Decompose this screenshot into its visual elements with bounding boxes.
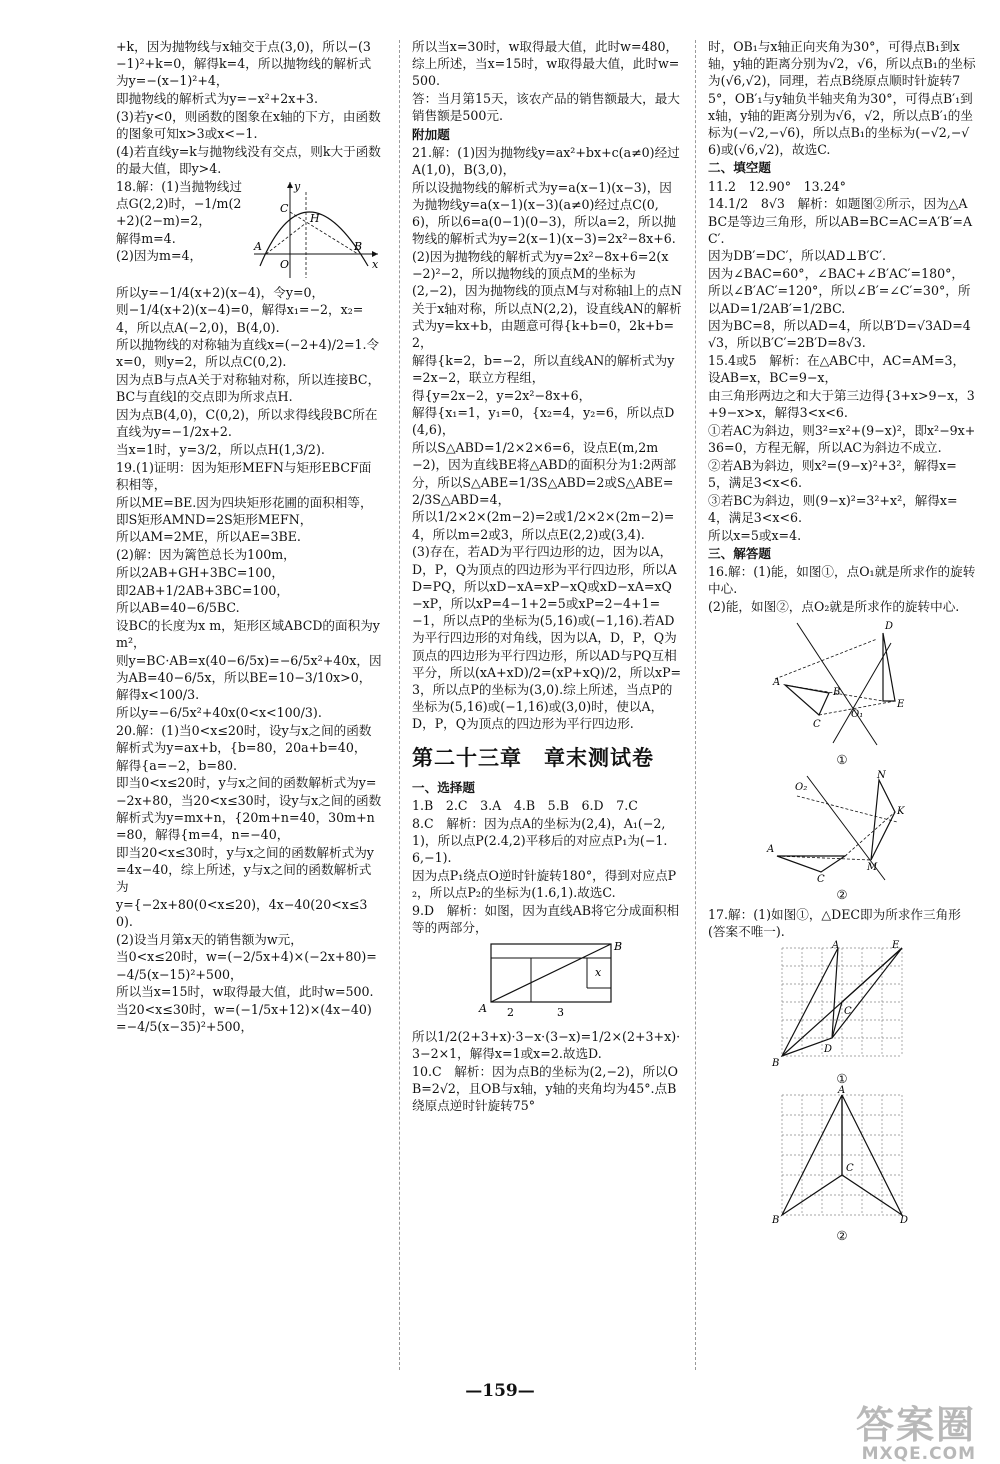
paragraph: 18.解：(1)当抛物线过点G(2,2)时，−1/m(2+2)(2−m)=2， (116, 178, 243, 229)
paragraph: 当20<x≤30时，w=(−1/5x+12)×(4x−40)=−4/5(x−35)²+500， (116, 1001, 372, 1035)
paragraph: 10.C 解析：因为点B的坐标为(2,−2)，所以OB=2√2，且OB与x轴，y轴的夹角均为45°.点B绕原点逆时针旋转75° (412, 1063, 678, 1114)
fig17-label-c2: C (846, 1163, 854, 1175)
column-3 (708, 38, 976, 1246)
paragraph: 所以设抛物线的解析式为y=a(x−1)(x−3)，因为抛物线y=a(x−1)(x−3)(a≠0)经过点C(0,6)，所以6=a(0−1)(0−3)，所以a=2，所以抛物线的解析式为y=2(x−1)(x−3)=2x²−8x+6. (412, 179, 676, 247)
figure-16-2 (767, 770, 917, 886)
figure-caption: ② (836, 887, 848, 903)
paragraph: 所以当x=15时，w取得最大值，此时w=500. (116, 984, 374, 1000)
paragraph: 因为DB′=DC′，所以AD⊥B′C′. (708, 248, 886, 264)
paragraph: 所以1/2×2×(2m−2)=2或1/2×2×(2m−2)=4，所以m=2或3，所以点E(2,2)或(3,4). (412, 509, 675, 542)
paragraph: 解得{x₁=1，y₁=0，{x₂=4，y₂=6，所以点D(4,6)， (412, 405, 675, 438)
watermark-logo (751, 1403, 976, 1464)
fig16-label-b: B (833, 687, 841, 699)
fig17-label-a: A (832, 940, 840, 952)
fig16-label-e: E (897, 699, 905, 711)
fig16-label-o2: O₂ (795, 782, 808, 794)
paragraph: 得{y=2x−2，y=2x²−8x+6， (412, 387, 592, 403)
fig17-label-b2: B (772, 1215, 780, 1227)
fig18-label-b: B (354, 239, 363, 253)
column-1 (116, 38, 382, 1036)
fig16-label-o1: O₁ (851, 709, 864, 721)
paragraph: 解得m=4. (116, 230, 176, 246)
section-heading: 附加题 (412, 126, 450, 142)
paragraph: 15.4或5 解析：在△ABC中，AC=AM=3，设AB=x，BC=9−x， (708, 353, 966, 386)
fig17-label-d: D (824, 1044, 833, 1056)
paragraph: 所以1/2(2+3+x)·3−x·(3−x)=1/2×(2+3+x)·3−2×1，解得x=1或x=2.故选D. (412, 1028, 681, 1062)
fig18-label-c: C (280, 201, 289, 215)
paragraph: 答：当月第15天，该农产品的销售额最大，最大销售额是500元. (412, 91, 680, 124)
paragraph: 9.D 解析：如图，因为直线AB将它分成面积相等的两部分， (412, 902, 680, 935)
paragraph: 由三角形两边之和大于第三边得{3+x>9−x，3+9−x>x，解得3<x<6. (708, 388, 975, 421)
paragraph: 设BC的长度为x m，矩形区域ABCD的面积为y m²， (116, 617, 380, 651)
paragraph: ③若BC为斜边，则(9−x)²=3²+x²，解得x=4，满足3<x<6. (708, 492, 958, 525)
paragraph: ①若AC为斜边，则3²=x²+(9−x)²，即x²−9x+36=0，方程无解，所以AC为斜边不成立. (708, 422, 976, 456)
paragraph: 当x=1时，y=3/2，所以点H(1,3/2). (116, 441, 325, 457)
figure-parabola (250, 178, 382, 282)
fig16-label-k: K (897, 806, 905, 818)
paragraph: 因为BC=8，所以AD=4，所以B′D=√3AD=4√3，所以B′C′=2B′D=8√3. (708, 318, 971, 351)
figure-caption: ① (836, 1071, 848, 1087)
paragraph: (2)能，如图②，点O₂就是所求作的旋转中心. (708, 599, 960, 614)
fig9-label-b: B (614, 939, 623, 953)
paragraph: 20.解：(1)当0<x≤20时，设y与x之间的函数解析式为y=ax+b，{b=80，20a+b=40， (116, 722, 372, 755)
fig16-label-m: M (867, 862, 878, 874)
paragraph: 所以AM=2ME，所以AE=3BE. (116, 529, 301, 545)
paragraph: 19.(1)证明：因为矩形MEFN与矩形EBCF面积相等， (116, 459, 372, 492)
figure-rectangle-split (467, 940, 627, 1024)
paragraph: 即当0<x≤20时，y与x之间的函数解析式为y=−2x+80，当20<x≤30时，设y与x之间的函数解析式为y=mx+n，{20m+n=40，30m+n=80，解得{m=4，n=−40， (116, 775, 382, 842)
paragraph: y={−2x+80(0<x≤20)，4x−40(20<x≤30). (116, 896, 368, 929)
fig16-label-a2: A (767, 844, 775, 856)
section-heading: 三、解答题 (708, 545, 771, 561)
problem-18-block (116, 178, 382, 271)
fig9-label-a: A (479, 1001, 487, 1015)
paragraph: 因为点B与点A关于对称轴对称，所以连接BC，BC与直线l的交点即为所求点H. (116, 372, 381, 405)
chapter-title: 第二十三章 章末测试卷 (412, 744, 654, 770)
paragraph: 16.解：(1)能，如图①，点O₁就是所求作的旋转中心. (708, 564, 976, 597)
page-number: —159— (465, 1381, 535, 1401)
paragraph: (4)若直线y=k与抛物线没有交点，则k大于函数的最大值，即y>4. (116, 143, 381, 176)
column-divider-left (399, 40, 400, 1370)
fig18-label-o: O (280, 257, 290, 271)
paragraph: 所以y=−1/4(x+2)(x−4)，令y=0， (116, 284, 325, 300)
paragraph: 因为∠BAC=60°，∠BAC+∠B′AC′=180°，所以∠B′AC′=120°，所以∠B′=∠C′=30°，所以AD=1/2AB′=1/2BC. (708, 266, 971, 316)
watermark-text: 答案圈 (855, 1403, 976, 1447)
fig17-label-d2: D (900, 1215, 909, 1227)
fig18-label-x: x (372, 257, 379, 271)
fig16-label-n: N (877, 770, 886, 782)
paragraph: 11.2 12.90° 13.24° (708, 178, 846, 194)
column-divider-right (695, 40, 696, 1370)
figure-16-1 (767, 619, 917, 747)
column-2 (412, 38, 682, 1115)
paragraph: (2)解：因为篱笆总长为100m， (116, 547, 296, 563)
paragraph: 所以AB=40−6/5BC. (116, 600, 240, 616)
fig18-label-h: H (310, 211, 320, 225)
figure-caption: ② (836, 1228, 848, 1244)
fig17-label-c: C (844, 1006, 852, 1018)
fig16-label-d: D (885, 621, 894, 633)
paragraph: 所以x=5或x=4. (708, 527, 802, 543)
paragraph: 所以ME=BE.因为四块矩形花圃的面积相等，即S矩形AMND=2S矩形MEFN， (116, 494, 373, 527)
paragraph: 即抛物线的解析式为y=−x²+2x+3. (116, 91, 318, 107)
paragraph: 当0<x≤20时，w=(−2/5x+4)×(−2x+80)=−4/5(x−15)²+500， (116, 949, 377, 982)
paragraph: 即当20<x≤30时，y与x之间的函数解析式为y=4x−40，综上所述，y与x之间的函数解析式为 (116, 844, 374, 895)
paragraph: ②若AB为斜边，则x²=(9−x)²+3²，解得x=5，满足3<x<6. (708, 457, 957, 491)
fig16-label-c2: C (817, 874, 825, 886)
paragraph: (3)存在，若AD为平行四边形的边，因为以A，D，P，Q为顶点的四边形为平行四边形，所以AD=PQ，所以xD−xA=xP−xQ或xD−xA=xQ−xP，所以xP=4−1+2=5或xP=2−4+1=−1，所以点P的坐标为(5,16)或(−1,16).若AD为平行四边形的对角线，因为以A，D，P，Q为顶点的四边形为平行四边形，所以AD与PQ互相平分，所以(xA+xD)/2=(xP+xQ)/2，所以xP=3，所以点P的坐标为(3,0).综上所述，当点P的坐标为(5,16)或(−1,16)或(3,0)时，使以A，D，P，Q为顶点的四边形为平行四边形. (412, 544, 682, 732)
section-heading: 二、填空题 (708, 160, 771, 176)
paragraph: 解得{k=2，b=−2，所以直线AN的解析式为y=2x−2，联立方程组， (412, 352, 675, 385)
paragraph: 因为点P₁绕点O逆时针旋转180°，得到对应点P₂，所以点P₂的坐标为(1.6,1).故选C. (412, 867, 677, 900)
paragraph: 时，OB₁与x轴正向夹角为30°，可得点B₁到x轴，y轴的距离分别为√2，√6，所以点B₁的坐标为(√6,√2)，同理，若点B绕原点顺时针旋转75°，OB′₁与y轴负半轴夹角为30°，可得点B′₁到x轴，y轴的距离分别为√6，√2，所以点B′₁的坐标为(−√2,−√6)，所以点B₁的坐标为(−√2,−√6)或(√6,√2)，故选C. (708, 39, 976, 158)
section-heading: 一、选择题 (412, 779, 475, 795)
paragraph: 解得{a=−2，b=80. (116, 757, 238, 773)
paragraph: (2)因为抛物线的解析式为y=2x²−8x+6=2(x−2)²−2，所以抛物线的顶点M的坐标为(2,−2)，因为抛物线的顶点M与对称轴l上的点N关于x轴对称，所以点N(2,2)，设直线AN的解析式为y=kx+b，由题意可得{k+b=0，2k+b=2， (412, 248, 682, 350)
paragraph: 所以y=−6/5x²+40x(0<x<100/3). (116, 705, 322, 720)
figure-17-1 (772, 940, 912, 1070)
paragraph: 因为点B(4,0)，C(0,2)，所以求得线段BC所在直线为y=−1/2x+2. (116, 407, 378, 440)
fig9-label-2: 2 (507, 1005, 514, 1019)
fig18-label-y: y (294, 179, 301, 193)
paragraph: 则y=BC·AB=x(40−6/5x)=−6/5x²+40x，因为AB=40−6/5x，所以BE=10−3/10x>0，解得x<100/3. (116, 652, 382, 703)
fig17-label-a2: A (838, 1085, 846, 1097)
paragraph: 14.1/2 8√3 解析：如题图②所示，因为△ABC是等边三角形，所以AB=BC=AC=A′B′=AC′. (708, 196, 973, 246)
fig18-label-a: A (254, 239, 262, 253)
paragraph: (2)设当月第x天的销售额为w元， (116, 931, 303, 947)
fig9-label-x: x (595, 965, 602, 979)
paragraph: 即2AB+1/2AB+3BC=100， (116, 582, 289, 598)
fig17-label-e: E (892, 940, 900, 952)
figure-caption: ① (836, 752, 848, 768)
paragraph: 21.解：(1)因为抛物线y=ax²+bx+c(a≠0)经过A(1,0)，B(3,0)， (412, 144, 680, 177)
paragraph: 所以抛物线的对称轴为直线x=(−2+4)/2=1.令x=0，则y=2，所以点C(0,2). (116, 337, 380, 370)
watermark-url: MXQE.COM (861, 1444, 976, 1464)
paragraph: +k，因为抛物线与x轴交于点(3,0)，所以−(3−1)²+k=0，解得k=4，所以抛物线的解析式为y=−(x−1)²+4， (116, 39, 372, 89)
paragraph: 8.C 解析：因为点A的坐标为(2,4)，A₁(−2,1)，所以点P(2.4,2)平移后的对应点P₁为(−1.6,−1). (412, 815, 668, 865)
paragraph: 17.解：(1)如图①，△DEC即为所求作三角形(答案不唯一). (708, 906, 961, 939)
paragraph: 所以2AB+GH+3BC=100， (116, 564, 285, 580)
paragraph: (2)因为m=4， (116, 248, 203, 264)
fig9-label-3: 3 (557, 1005, 564, 1019)
fig16-label-c: C (813, 719, 821, 731)
fig17-label-b: B (772, 1058, 780, 1070)
paragraph: 1.B 2.C 3.A 4.B 5.B 6.D 7.C (412, 797, 638, 813)
figure-17-2 (772, 1085, 912, 1227)
fig16-label-a: A (773, 677, 781, 689)
paragraph: (3)若y<0，则函数的图象在x轴的下方，由函数的图象可知x>3或x<−1. (116, 108, 381, 142)
paragraph: 所以当x=30时，w取得最大值，此时w=480，综上所述，当x=15时，w取得最大值，此时w=500. (412, 39, 680, 89)
paragraph: 所以S△ABD=1/2×2×6=6，设点E(m,2m−2)，因为直线BE将△ABD的面积分为1:2两部分，所以S△ABE=1/3S△ABD=2或S△ABE=2/3S△ABD=4， (412, 440, 677, 507)
paragraph: 则−1/4(x+2)(x−4)=0，解得x₁=−2，x₂=4，所以点A(−2,0)，B(4,0). (116, 302, 364, 335)
